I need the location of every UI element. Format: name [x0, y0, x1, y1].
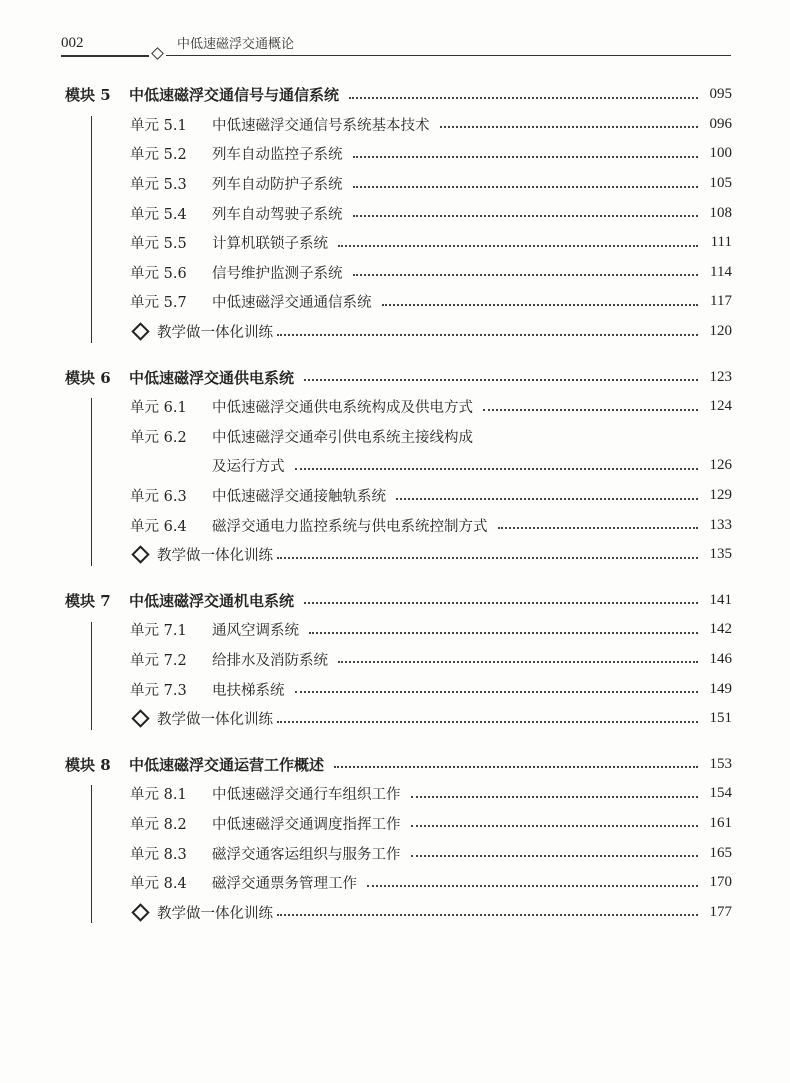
toc-module	[0, 586, 790, 734]
dot-leader	[295, 691, 699, 693]
dot-leader	[349, 97, 698, 99]
unit-title: 中低速磁浮交通通信系统	[212, 295, 372, 312]
training-title: 教学做一体化训练	[157, 548, 273, 565]
module-page-number: 095	[709, 86, 732, 103]
unit-label: 单元 5.4	[130, 206, 187, 223]
unit-label: 单元 5.1	[130, 117, 187, 134]
unit-label: 单元 7.2	[130, 652, 187, 669]
unit-entry[interactable]	[0, 287, 790, 317]
unit-label: 单元 6.1	[130, 400, 187, 417]
unit-label: 单元 5.6	[130, 265, 187, 282]
dot-leader	[353, 186, 699, 188]
unit-title: 中低速磁浮交通信号系统基本技术	[212, 117, 430, 134]
unit-page-number: 149	[709, 680, 732, 697]
dot-leader	[382, 304, 699, 306]
dot-leader	[498, 527, 699, 529]
dot-leader	[367, 885, 698, 887]
unit-page-number: 154	[709, 785, 732, 802]
unit-page-number: 142	[709, 621, 732, 638]
unit-title: 中低速磁浮交通调度指挥工作	[212, 816, 401, 833]
dot-leader	[295, 468, 699, 470]
dot-leader	[309, 632, 698, 634]
unit-entry[interactable]	[0, 674, 790, 704]
training-page-number: 177	[709, 903, 732, 920]
unit-page-number: 117	[710, 293, 732, 310]
module-label: 模块 7	[65, 591, 111, 610]
unit-label: 单元 6.3	[130, 489, 187, 506]
unit-entry[interactable]	[0, 779, 790, 809]
unit-entry[interactable]	[0, 838, 790, 868]
dot-leader	[411, 855, 699, 857]
unit-entry[interactable]	[0, 422, 790, 452]
training-entry[interactable]	[0, 897, 790, 927]
dot-leader	[338, 661, 698, 663]
dot-leader	[353, 215, 699, 217]
dot-leader	[353, 274, 699, 276]
unit-title: 通风空调系统	[212, 623, 299, 640]
training-page-number: 151	[709, 710, 732, 727]
module-label: 模块 5	[65, 86, 111, 105]
unit-page-number: 161	[709, 814, 732, 831]
unit-label: 单元 7.1	[130, 623, 187, 640]
unit-title: 计算机联锁子系统	[212, 236, 328, 253]
unit-label: 单元 7.3	[130, 682, 187, 699]
module-title: 中低速磁浮交通机电系统	[129, 591, 295, 610]
unit-title: 列车自动防护子系统	[212, 177, 343, 194]
unit-entry[interactable]	[0, 258, 790, 288]
unit-entry[interactable]	[0, 615, 790, 645]
dot-leader	[334, 766, 698, 768]
table-of-contents	[0, 80, 790, 943]
unit-title: 中低速磁浮交通行车组织工作	[212, 787, 401, 804]
unit-title: 中低速磁浮交通接触轨系统	[212, 489, 386, 506]
unit-entry[interactable]	[0, 481, 790, 511]
unit-title: 磁浮交通票务管理工作	[212, 876, 357, 893]
unit-page-number: 170	[709, 874, 732, 891]
unit-page-number: 165	[709, 844, 732, 861]
unit-entry[interactable]	[0, 228, 790, 258]
unit-title: 给排水及消防系统	[212, 652, 328, 669]
module-bracket-line	[91, 116, 92, 343]
unit-title: 列车自动驾驶子系统	[212, 206, 343, 223]
module-entry[interactable]	[0, 362, 790, 392]
training-title: 教学做一体化训练	[157, 905, 273, 922]
unit-entry[interactable]	[0, 868, 790, 898]
unit-title: 中低速磁浮交通供电系统构成及供电方式	[212, 400, 473, 417]
page-number: 002	[61, 35, 84, 51]
dot-leader	[304, 379, 698, 381]
dot-leader	[277, 557, 698, 559]
dot-leader	[277, 721, 698, 723]
module-page-number: 141	[709, 591, 732, 608]
dot-leader	[440, 126, 699, 128]
training-title: 教学做一体化训练	[157, 712, 273, 729]
unit-label: 单元 6.4	[130, 518, 187, 535]
module-bracket-line	[91, 785, 92, 923]
unit-label: 单元 6.2	[130, 429, 187, 446]
unit-title: 列车自动监控子系统	[212, 147, 343, 164]
unit-title: 信号维护监测子系统	[212, 265, 343, 282]
unit-page-number: 133	[709, 516, 732, 533]
unit-label: 单元 8.1	[130, 787, 187, 804]
module-title: 中低速磁浮交通供电系统	[129, 368, 295, 387]
dot-leader	[396, 498, 698, 500]
unit-label: 单元 5.7	[130, 295, 187, 312]
module-entry[interactable]	[0, 749, 790, 779]
unit-page-number: 124	[709, 398, 732, 415]
unit-page-number: 114	[710, 263, 732, 280]
dot-leader	[483, 409, 698, 411]
unit-entry[interactable]	[0, 510, 790, 540]
training-entry[interactable]	[0, 540, 790, 570]
training-title: 教学做一体化训练	[157, 325, 273, 342]
module-label: 模块 8	[65, 755, 111, 774]
unit-label: 单元 5.3	[130, 177, 187, 194]
unit-label: 单元 8.2	[130, 816, 187, 833]
training-entry[interactable]	[0, 317, 790, 347]
dot-leader	[277, 914, 698, 916]
header-rule-left	[61, 55, 149, 57]
unit-page-number: 111	[710, 234, 732, 251]
unit-label: 单元 5.2	[130, 147, 187, 164]
dot-leader	[411, 825, 699, 827]
toc-module	[0, 749, 790, 927]
unit-title: 磁浮交通电力监控系统与供电系统控制方式	[212, 518, 488, 535]
unit-page-number: 096	[709, 115, 732, 132]
unit-entry[interactable]	[0, 169, 790, 199]
unit-entry[interactable]	[0, 809, 790, 839]
book-title: 中低速磁浮交通概论	[177, 37, 295, 52]
unit-page-number: 108	[709, 204, 732, 221]
module-page-number: 123	[709, 368, 732, 385]
training-page-number: 120	[709, 323, 732, 340]
header-diamond-icon	[151, 47, 164, 60]
unit-title-continued: 及运行方式	[212, 459, 285, 476]
unit-page-number: 105	[709, 175, 732, 192]
unit-label: 单元 5.5	[130, 236, 187, 253]
diamond-icon	[131, 709, 149, 727]
unit-page-number: 126	[709, 457, 732, 474]
unit-entry[interactable]	[0, 110, 790, 140]
unit-page-number: 146	[709, 650, 732, 667]
unit-title: 中低速磁浮交通牵引供电系统主接线构成	[212, 429, 473, 446]
module-title: 中低速磁浮交通运营工作概述	[129, 755, 325, 774]
diamond-icon	[131, 546, 149, 564]
module-entry[interactable]	[0, 586, 790, 616]
unit-entry[interactable]	[0, 645, 790, 675]
unit-page-number: 129	[709, 487, 732, 504]
module-page-number: 153	[709, 755, 732, 772]
diamond-icon	[131, 903, 149, 921]
unit-entry-continued[interactable]	[0, 451, 790, 481]
toc-module	[0, 362, 790, 569]
module-title: 中低速磁浮交通信号与通信系统	[129, 86, 340, 105]
unit-label: 单元 8.4	[130, 876, 187, 893]
toc-module	[0, 80, 790, 346]
dot-leader	[338, 245, 698, 247]
diamond-icon	[131, 322, 149, 340]
module-bracket-line	[91, 398, 92, 566]
header-rule-right	[166, 55, 731, 56]
dot-leader	[277, 334, 698, 336]
module-entry[interactable]	[0, 80, 790, 110]
training-entry[interactable]	[0, 704, 790, 734]
training-page-number: 135	[709, 546, 732, 563]
unit-title: 磁浮交通客运组织与服务工作	[212, 846, 401, 863]
unit-entry[interactable]	[0, 139, 790, 169]
dot-leader	[411, 796, 699, 798]
dot-leader	[353, 156, 699, 158]
unit-entry[interactable]	[0, 198, 790, 228]
page-header	[0, 0, 790, 70]
module-bracket-line	[91, 622, 92, 730]
dot-leader	[304, 602, 698, 604]
unit-title: 电扶梯系统	[212, 682, 285, 699]
module-label: 模块 6	[65, 368, 111, 387]
unit-page-number: 100	[709, 145, 732, 162]
unit-label: 单元 8.3	[130, 846, 187, 863]
unit-entry[interactable]	[0, 392, 790, 422]
